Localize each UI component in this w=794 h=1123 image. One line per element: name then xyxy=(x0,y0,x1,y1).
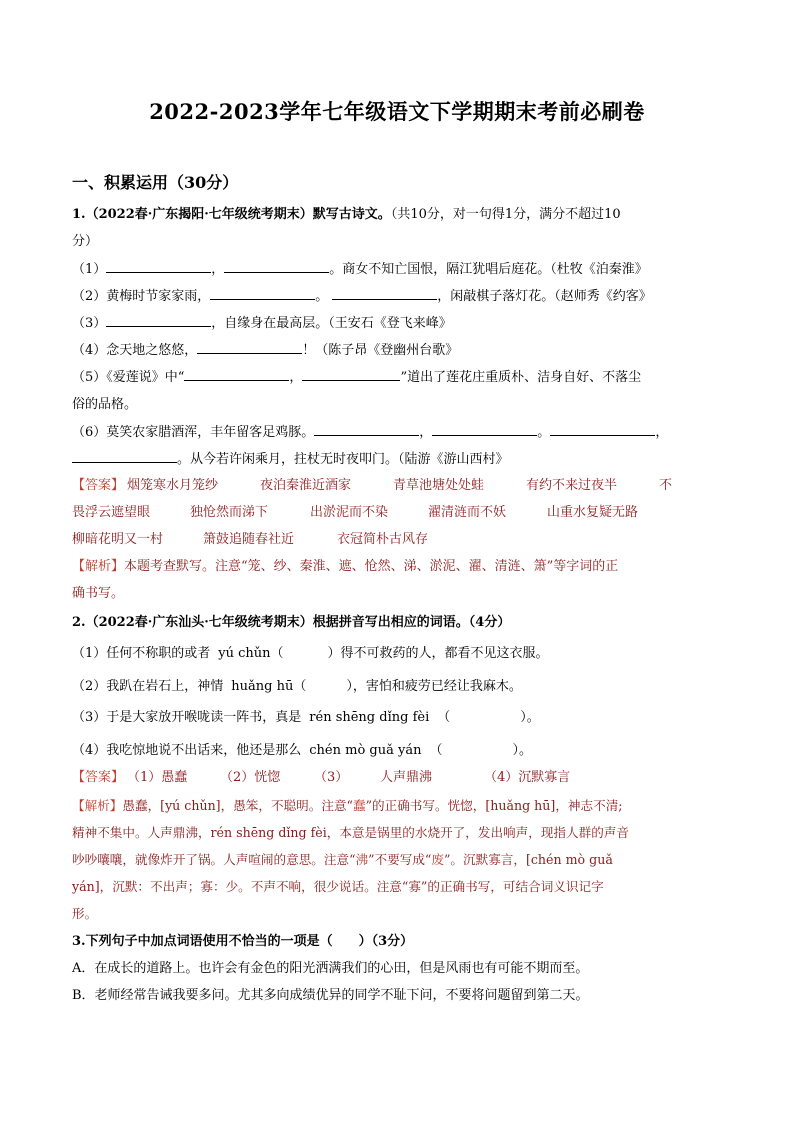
pinyin: chén mò guǎ yán xyxy=(309,743,422,758)
text: （6）莫笑农家腊酒浑，丰年留客足鸡豚。 xyxy=(72,425,315,440)
text: ！（陈子昂《登幽州台歌》 xyxy=(302,343,459,358)
answer-item: （1）愚蠢 xyxy=(127,770,188,785)
q2-sentence-2 xyxy=(72,678,522,696)
text: ”不要写成“ xyxy=(368,852,432,867)
analysis-label: 【解析】 xyxy=(72,559,125,574)
text: ，闲敲棋子落灯花。（赵师秀《约客》 xyxy=(437,289,652,304)
text: ， xyxy=(211,262,225,277)
text: ， xyxy=(289,370,303,385)
text: ， xyxy=(655,425,669,440)
text: （3）于是大家放开喉咙读一阵书，真是 xyxy=(72,710,302,725)
blank[interactable] xyxy=(72,450,177,463)
answer-item: 不 xyxy=(659,478,673,493)
analysis-label: 【解析】 xyxy=(72,798,123,813)
text: ， xyxy=(419,425,433,440)
answer-item: 烟笼寒水月笼纱 xyxy=(127,478,219,493)
blank[interactable] xyxy=(197,341,302,354)
text: （ xyxy=(270,646,284,661)
q2-analysis xyxy=(72,797,623,815)
text: （3） xyxy=(72,316,107,331)
answer-label: 【答案】 xyxy=(72,770,125,785)
answer-item: 人声鼎沸 xyxy=(380,770,433,785)
answer-item: 有约不来过夜半 xyxy=(526,478,618,493)
answer-item: 夜泊秦淮近酒家 xyxy=(260,478,352,493)
answer-item: 青草池塘处处蛙 xyxy=(393,478,485,493)
q2-analysis-line-2: 精神不集中。人声鼎沸，rén shēng dǐng fèi，本意是锅里的水烧开了，发出响声，现指人群的声音 xyxy=(72,825,629,840)
text: ）得不可救药的人，都看不见这衣服。 xyxy=(327,646,549,661)
blank[interactable] xyxy=(106,314,211,327)
pinyin: rén shēng dǐng fèi xyxy=(309,710,430,725)
q1-stem xyxy=(72,206,621,224)
text: （ xyxy=(293,679,307,694)
q1-stem-score: （共10分，对一句得1分，满分不超过10 xyxy=(390,207,621,222)
blank[interactable] xyxy=(332,287,437,300)
q3-stem: 3.下列句子中加点词语使用不恰当的一项是（ ）（3分） xyxy=(72,934,414,949)
q1-analysis xyxy=(72,558,618,576)
text: 吵吵嚷嚷，就像炸开了锅。人声喧闹的意思。注意“ xyxy=(72,852,356,867)
text: ”的正确书写。恍惚，[huǎng hū]，神志不清; xyxy=(365,798,623,813)
answer-item: 出淤泥而不染 xyxy=(310,505,389,520)
q2-sentence-3 xyxy=(72,709,540,727)
q3-option-b: B．老师经常告诫我要多问。尤其多向成绩优异的同学不耻下问，不要将问题留到第二天。 xyxy=(72,988,589,1003)
q1-answer-row-3 xyxy=(72,531,722,549)
answer-label: 【答案】 xyxy=(72,478,125,493)
answer-item: 山重水复疑无路 xyxy=(547,505,639,520)
blank[interactable] xyxy=(184,368,289,381)
answer-item: （2）恍惚 xyxy=(220,770,281,785)
text: 蠢 xyxy=(352,798,366,813)
q3-option-a: A．在成长的道路上。也许会有金色的阳光洒满我们的心田，但是风雨也有可能不期而至。 xyxy=(72,961,589,976)
text: ”。沉默寡言，[chén mò guǎ xyxy=(443,852,613,867)
blank[interactable] xyxy=(550,423,655,436)
text: （1）任何不称职的或者 xyxy=(72,646,211,661)
q2-answer-row xyxy=(72,769,722,787)
q1-answer-row-2 xyxy=(72,504,722,522)
text: （2）黄梅时节家家雨， xyxy=(72,289,211,304)
blank[interactable] xyxy=(314,423,419,436)
answer-item: 柳暗花明又一村 xyxy=(72,532,164,547)
text: ”道出了莲花庄重质朴、洁身自好、不落尘 xyxy=(400,370,642,385)
text: ），害怕和疲劳已经让我麻木。 xyxy=(346,679,522,694)
text: 。商女不知亡国恨，隔江犹唱后庭花。（杜牧《泊秦淮》 xyxy=(329,262,648,277)
blank[interactable] xyxy=(106,260,211,273)
answer-item: 濯清涟而不妖 xyxy=(428,505,507,520)
blank[interactable] xyxy=(224,260,329,273)
text: （ xyxy=(429,743,443,758)
text: ）。 xyxy=(520,710,540,725)
text: 。 xyxy=(315,289,329,304)
label: （1） xyxy=(72,262,107,277)
q2-analysis-line-4: yán]，沉默：不出声；寡：少。不声不响，很少说话。注意“寡”的正确书写，可结合词义识记字 xyxy=(72,879,604,894)
text: （5）《爱莲说》中“ xyxy=(72,370,185,385)
text: （ xyxy=(437,710,451,725)
q1-line-1 xyxy=(72,260,648,279)
text: 废 xyxy=(431,852,444,867)
analysis-text: 本题考查默写。注意“笼、纱、秦淮、遮、怆然、涕、淤泥、濯、清涟、箫”等字词的正 xyxy=(124,559,619,574)
blank[interactable] xyxy=(432,423,537,436)
q2-analysis-line-5: 形。 xyxy=(72,906,98,921)
text: （4）念天地之悠悠， xyxy=(72,343,198,358)
q2-sentence-4 xyxy=(72,742,532,760)
q1-line-5-cont: 俗的品格。 xyxy=(72,397,138,412)
q1-line-5 xyxy=(72,368,641,387)
answer-item: 独怆然而涕下 xyxy=(190,505,269,520)
q1-analysis-cont: 确书写。 xyxy=(72,586,125,601)
q2-stem: 2.（2022春·广东汕头·七年级统考期末）根据拼音写出相应的词语。（4分） xyxy=(72,615,511,630)
section-heading: 一、积累运用（30分） xyxy=(72,173,239,192)
q2-sentence-1 xyxy=(72,645,549,663)
blank[interactable] xyxy=(302,368,400,381)
answer-item: （3） xyxy=(314,770,349,785)
q1-answer-row-1 xyxy=(72,477,722,495)
text: 。从今若许闲乘月，拄杖无时夜叩门。（陆游《游山西村》 xyxy=(177,452,509,467)
answer-item: 衣冠简朴古风存 xyxy=(337,532,429,547)
q2-analysis-line-3 xyxy=(72,851,613,869)
q1-line-6-cont xyxy=(72,450,509,469)
answer-item: （4）沉默寡言 xyxy=(484,770,571,785)
answer-item: 畏浮云遮望眼 xyxy=(72,505,151,520)
text: （4）我吃惊地说不出话来，他还是那么 xyxy=(72,743,302,758)
q1-line-3 xyxy=(72,314,452,333)
q1-line-4 xyxy=(72,341,458,360)
q1-line-2 xyxy=(72,287,652,306)
pinyin: yú chǔn xyxy=(218,646,271,661)
answer-item: 箫鼓追随春社近 xyxy=(203,532,295,547)
q1-line-6 xyxy=(72,423,668,442)
text: 。 xyxy=(537,425,551,440)
text: ，自缘身在最高层。（王安石《登飞来峰》 xyxy=(211,316,452,331)
pinyin: huǎng hū xyxy=(231,679,294,694)
blank[interactable] xyxy=(210,287,315,300)
text: ）。 xyxy=(512,743,532,758)
text: 沸 xyxy=(355,852,369,867)
page-title: 2022-2023学年七年级语文下学期期末考前必刷卷 xyxy=(149,99,645,124)
text: （2）我趴在岩石上，神情 xyxy=(72,679,224,694)
q1-stem-cont: 分） xyxy=(72,234,99,249)
text: 愚蠢，[yú chǔn]，愚笨，不聪明。注意“ xyxy=(122,798,353,813)
q1-stem-source: 1.（2022春·广东揭阳·七年级统考期末）默写古诗文。 xyxy=(72,207,391,222)
